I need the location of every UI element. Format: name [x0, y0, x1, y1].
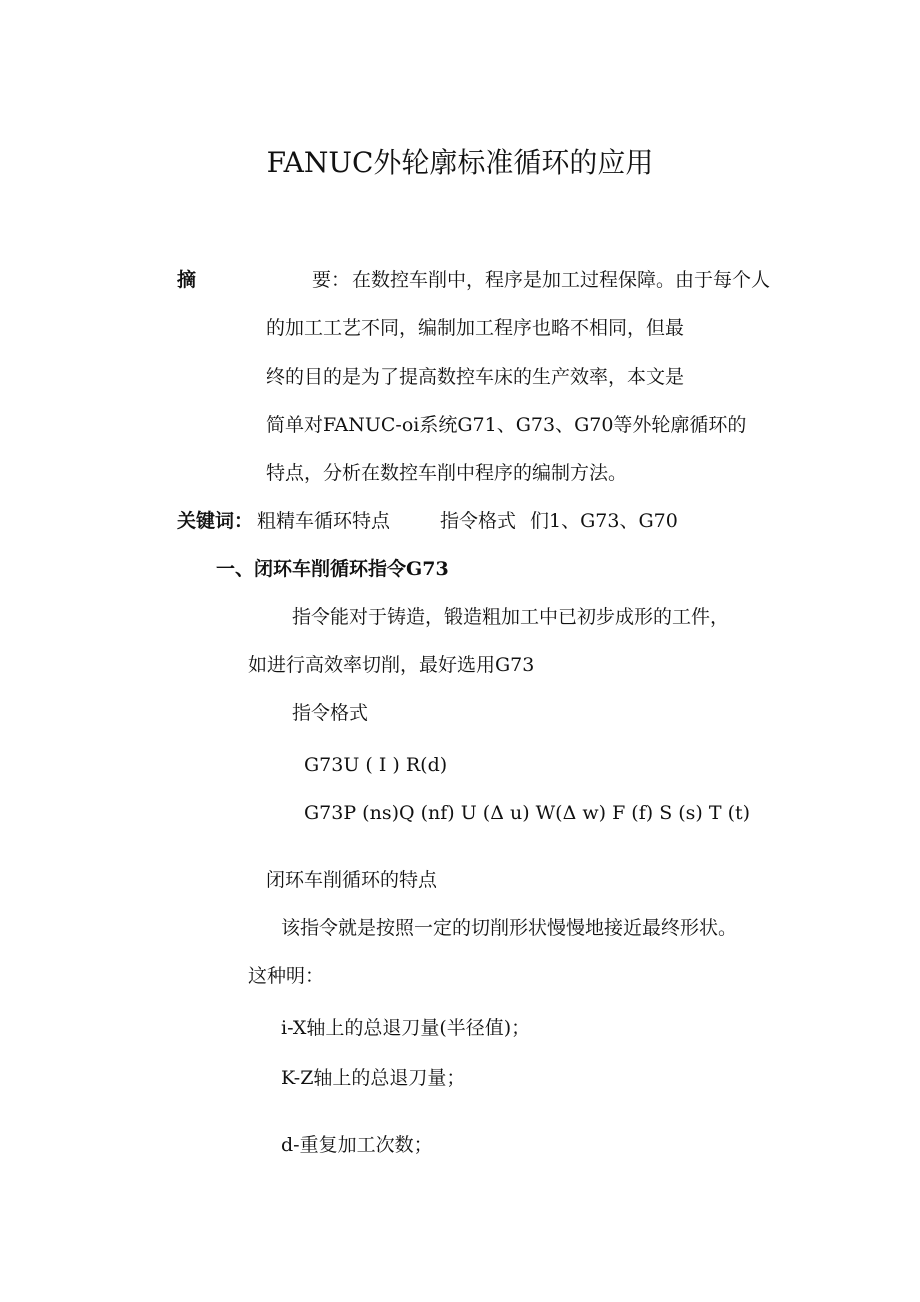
format-line-1: G73U ( I ) R(d) — [304, 754, 448, 776]
abstract-label-second-char: 要： — [312, 269, 351, 291]
abstract-line-4: 简单对FANUC-oi系统G71、G73、G70等外轮廓循环的 — [266, 414, 747, 436]
abstract-line-5: 特点，分析在数控车削中程序的编制方法。 — [266, 462, 628, 484]
abstract-line-3: 终的目的是为了提高数控车床的生产效率，本文是 — [266, 366, 685, 388]
abstract-line-2: 的加工工艺不同，编制加工程序也略不相同，但最 — [266, 317, 685, 339]
abstract-line-1: 在数控车削中，程序是加工过程保障。由于每个人 — [352, 269, 771, 291]
parameter-i: i-X轴上的总退刀量(半径值)； — [281, 1017, 531, 1039]
feature-line-1: 该指令就是按照一定的切削形状慢慢地接近最终形状。 — [281, 917, 738, 939]
format-label: 指令格式 — [292, 702, 369, 724]
keywords-part-3: 们1、G73、G70 — [530, 510, 678, 532]
parameter-d: d-重复加工次数； — [281, 1134, 433, 1156]
format-line-2: G73P (ns)Q (nf) U (Δ u) W(Δ w) F (f) S (s) T (t) — [304, 802, 751, 824]
parameter-k: K-Z轴上的总退刀量； — [281, 1067, 466, 1089]
abstract-label-first-char: 摘 — [177, 269, 197, 291]
keywords-part-2: 指令格式 — [440, 510, 517, 532]
section-1-paragraph-line-1: 指令能对于铸造，锻造粗加工中已初步成形的工件， — [292, 606, 730, 628]
document-title: FANUC外轮廓标准循环的应用 — [266, 146, 654, 179]
section-1-heading: 一、闭环车削循环指令G73 — [216, 558, 449, 580]
keywords-label: 关键词： — [177, 510, 254, 532]
keywords-part-1: 粗精车循环特点 — [257, 510, 391, 532]
feature-heading: 闭环车削循环的特点 — [266, 869, 438, 891]
feature-line-2: 这种明： — [248, 965, 325, 987]
section-1-paragraph-line-2: 如进行高效率切削，最好选用G73 — [248, 654, 535, 676]
